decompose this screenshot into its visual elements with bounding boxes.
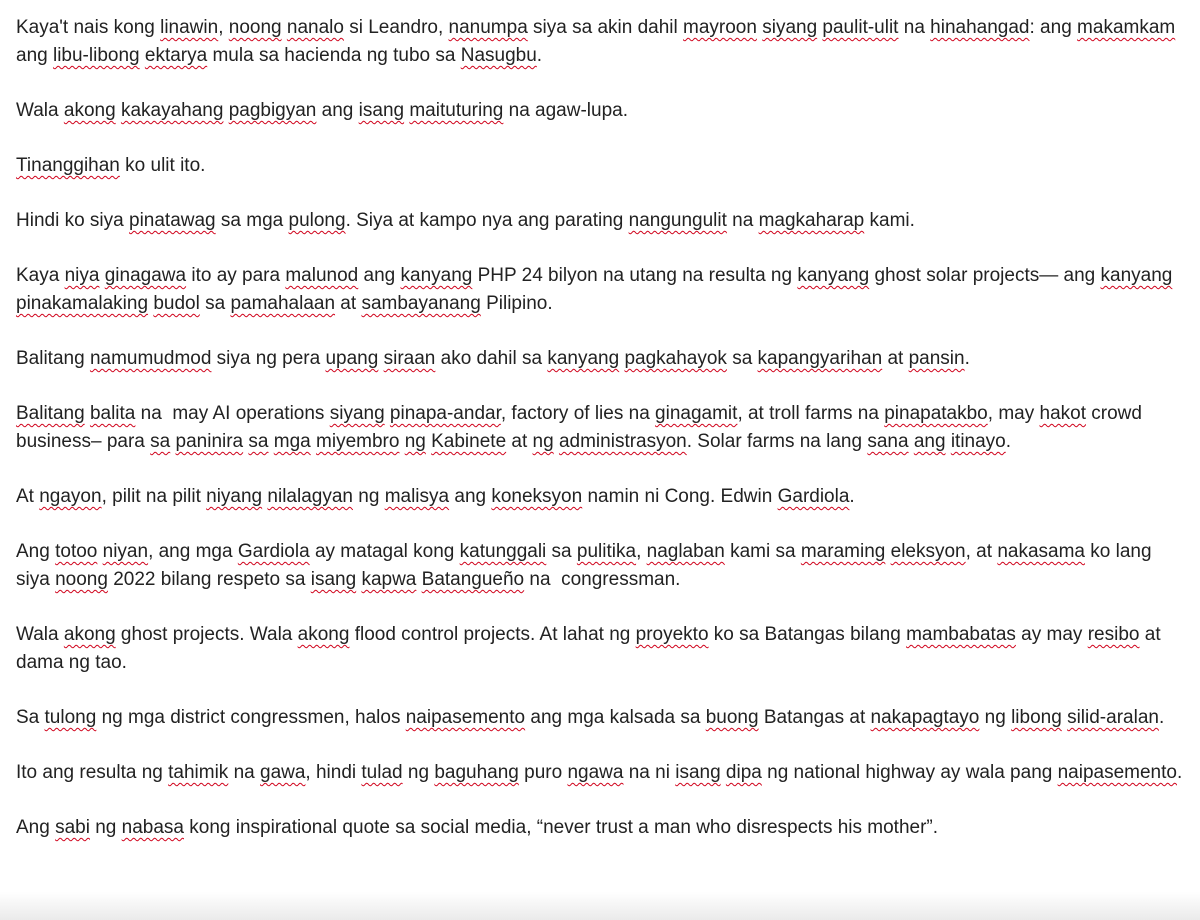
- misspelled-word: libong: [1011, 707, 1062, 728]
- misspelled-word: kakayahang: [120, 100, 224, 121]
- misspelled-word: ginagamit: [655, 403, 738, 424]
- document-body: [16, 14, 1186, 869]
- paragraph: Wala akong ghost projects. Wala akong flood control projects. At lahat ng proyekto ko sa Batangas bilang mambabatas ay may resibo at dama ng tao.: [16, 624, 1166, 673]
- misspelled-word: mayroon: [683, 17, 757, 38]
- misspelled-word: ng: [404, 431, 426, 452]
- misspelled-word: sana: [867, 431, 909, 452]
- misspelled-word: Nasugbu: [460, 45, 537, 66]
- misspelled-word: gawa: [260, 762, 306, 783]
- misspelled-word: eleksyon: [890, 541, 966, 562]
- misspelled-word: nanalo: [286, 17, 344, 38]
- misspelled-word: isang: [358, 100, 405, 121]
- misspelled-word: miyembro: [316, 431, 400, 452]
- misspelled-word: sa: [248, 431, 269, 452]
- misspelled-word: naipasemento: [1057, 762, 1177, 783]
- misspelled-word: noong: [228, 17, 282, 38]
- misspelled-word: baguhang: [434, 762, 519, 783]
- paragraph: Ang totoo niyan, ang mga Gardiola ay matagal kong katunggali sa pulitika, naglaban kami sa maraming eleksyon, at nakasama ko lang siya noong 2022 bilang respeto sa isang kapwa Batangueño na congressman.: [16, 541, 1157, 590]
- misspelled-word: pamahalaan: [230, 293, 336, 314]
- misspelled-word: hakot: [1039, 403, 1086, 424]
- misspelled-word: nakasama: [997, 541, 1085, 562]
- misspelled-word: linawin: [160, 17, 219, 38]
- paragraph: Ang sabi ng nabasa kong inspirational quote sa social media, “never trust a man who disrespects his mother”.: [16, 817, 939, 838]
- misspelled-word: akong: [297, 624, 350, 645]
- misspelled-word: pinatawag: [129, 210, 216, 231]
- misspelled-word: isang: [675, 762, 721, 783]
- misspelled-word: malunod: [285, 265, 359, 286]
- misspelled-word: kanyang: [797, 265, 870, 286]
- misspelled-word: nangungulit: [628, 210, 727, 231]
- misspelled-word: tahimik: [168, 762, 229, 783]
- misspelled-word: makamkam: [1077, 17, 1176, 38]
- misspelled-word: sa: [150, 431, 171, 452]
- misspelled-word: totoo: [55, 541, 98, 562]
- misspelled-word: akong: [63, 100, 116, 121]
- misspelled-word: sabi: [55, 817, 90, 838]
- misspelled-word: magkaharap: [758, 210, 865, 231]
- misspelled-word: nabasa: [121, 817, 184, 838]
- misspelled-word: maituturing: [409, 100, 504, 121]
- paragraph: Wala akong kakayahang pagbigyan ang isang maituturing na agaw-lupa.: [16, 100, 629, 121]
- misspelled-word: paulit-ulit: [822, 17, 899, 38]
- misspelled-word: niyang: [206, 486, 263, 507]
- misspelled-word: dipa: [725, 762, 762, 783]
- misspelled-word: mambabatas: [906, 624, 1016, 645]
- misspelled-word: silid-aralan: [1067, 707, 1159, 728]
- misspelled-word: naipasemento: [405, 707, 526, 728]
- misspelled-word: tulong: [44, 707, 97, 728]
- misspelled-word: administrasyon: [558, 431, 687, 452]
- misspelled-word: Balitang: [16, 403, 85, 424]
- misspelled-word: paninira: [175, 431, 244, 452]
- misspelled-word: pagbigyan: [228, 100, 317, 121]
- misspelled-word: nilalagyan: [267, 486, 353, 507]
- misspelled-word: ginagawa: [104, 265, 187, 286]
- misspelled-word: libu-libong: [52, 45, 140, 66]
- misspelled-word: itinayo: [950, 431, 1006, 452]
- misspelled-word: pulitika: [576, 541, 637, 562]
- misspelled-word: ng: [532, 431, 554, 452]
- misspelled-word: ektarya: [144, 45, 208, 66]
- misspelled-word: ang: [913, 431, 946, 452]
- misspelled-word: pinakamalaking: [16, 293, 149, 314]
- misspelled-word: siyang: [762, 17, 818, 38]
- paragraph: Tinanggihan ko ulit ito.: [16, 155, 206, 176]
- misspelled-word: siyang: [329, 403, 385, 424]
- misspelled-word: nakapagtayo: [870, 707, 980, 728]
- misspelled-word: Kabinete: [431, 431, 507, 452]
- misspelled-word: namumudmod: [89, 348, 212, 369]
- misspelled-word: pulong: [288, 210, 346, 231]
- misspelled-word: ngawa: [567, 762, 624, 783]
- misspelled-word: niyan: [102, 541, 149, 562]
- misspelled-word: Batangueño: [421, 569, 525, 590]
- misspelled-word: naglaban: [646, 541, 725, 562]
- misspelled-word: Gardiola: [237, 541, 310, 562]
- misspelled-word: kapwa: [361, 569, 417, 590]
- misspelled-word: kanyang: [547, 348, 620, 369]
- misspelled-word: Tinanggihan: [16, 155, 120, 176]
- paragraph: Sa tulong ng mga district congressmen, halos naipasemento ang mga kalsada sa buong Batangas at nakapagtayo ng libong silid-aralan.: [16, 707, 1165, 728]
- misspelled-word: hinahangad: [930, 17, 1030, 38]
- misspelled-word: pinapa-andar: [389, 403, 501, 424]
- bottom-fade: [0, 892, 1200, 920]
- misspelled-word: katunggali: [459, 541, 547, 562]
- misspelled-word: nanumpa: [448, 17, 528, 38]
- misspelled-word: resibo: [1087, 624, 1140, 645]
- misspelled-word: kapangyarihan: [757, 348, 883, 369]
- paragraph: Kaya niya ginagawa ito ay para malunod ang kanyang PHP 24 bilyon na utang na resulta ng kanyang ghost solar projects— ang kanyang pinakamalaking budol sa pamahalaan at sambayanang Pilipino.: [16, 265, 1173, 314]
- misspelled-word: niya: [64, 265, 100, 286]
- misspelled-word: koneksyon: [491, 486, 583, 507]
- misspelled-word: noong: [55, 569, 108, 590]
- misspelled-word: pagkahayok: [624, 348, 727, 369]
- paragraph: Kaya't nais kong linawin, noong nanalo si Leandro, nanumpa siya sa akin dahil mayroon siyang paulit-ulit na hinahangad: ang makamkam ang libu-libong ektarya mula sa hacienda ng tubo sa Nasugbu.: [16, 17, 1181, 66]
- misspelled-word: kanyang: [1100, 265, 1173, 286]
- misspelled-word: akong: [63, 624, 116, 645]
- misspelled-word: tulad: [361, 762, 403, 783]
- misspelled-word: budol: [153, 293, 200, 314]
- paragraph: At ngayon, pilit na pilit niyang nilalagyan ng malisya ang koneksyon namin ni Cong. Edwin Gardiola.: [16, 486, 855, 507]
- misspelled-word: upang: [325, 348, 379, 369]
- misspelled-word: sambayanang: [361, 293, 481, 314]
- misspelled-word: buong: [705, 707, 759, 728]
- misspelled-word: mga: [273, 431, 311, 452]
- paragraph: Balitang namumudmod siya ng pera upang siraan ako dahil sa kanyang pagkahayok sa kapangyarihan at pansin.: [16, 348, 970, 369]
- misspelled-word: Gardiola: [777, 486, 850, 507]
- paragraph: Balitang balita na may AI operations siyang pinapa-andar, factory of lies na ginagamit, at troll farms na pinapatakbo, may hakot crowd business– para sa paninira sa mga miyembro ng Kabinete at ng administrasyon. Solar farms na lang sana ang itinayo.: [16, 403, 1148, 452]
- misspelled-word: siraan: [383, 348, 436, 369]
- misspelled-word: proyekto: [635, 624, 709, 645]
- misspelled-word: isang: [310, 569, 357, 590]
- misspelled-word: malisya: [384, 486, 450, 507]
- misspelled-word: ngayon: [39, 486, 102, 507]
- misspelled-word: pansin: [908, 348, 965, 369]
- misspelled-word: pinapatakbo: [884, 403, 988, 424]
- misspelled-word: maraming: [800, 541, 886, 562]
- misspelled-word: balita: [89, 403, 136, 424]
- paragraph: Hindi ko siya pinatawag sa mga pulong. Siya at kampo nya ang parating nangungulit na magkaharap kami.: [16, 210, 915, 231]
- misspelled-word: kanyang: [400, 265, 473, 286]
- paragraph: Ito ang resulta ng tahimik na gawa, hindi tulad ng baguhang puro ngawa na ni isang dipa ng national highway ay wala pang naipasemento.: [16, 762, 1183, 783]
